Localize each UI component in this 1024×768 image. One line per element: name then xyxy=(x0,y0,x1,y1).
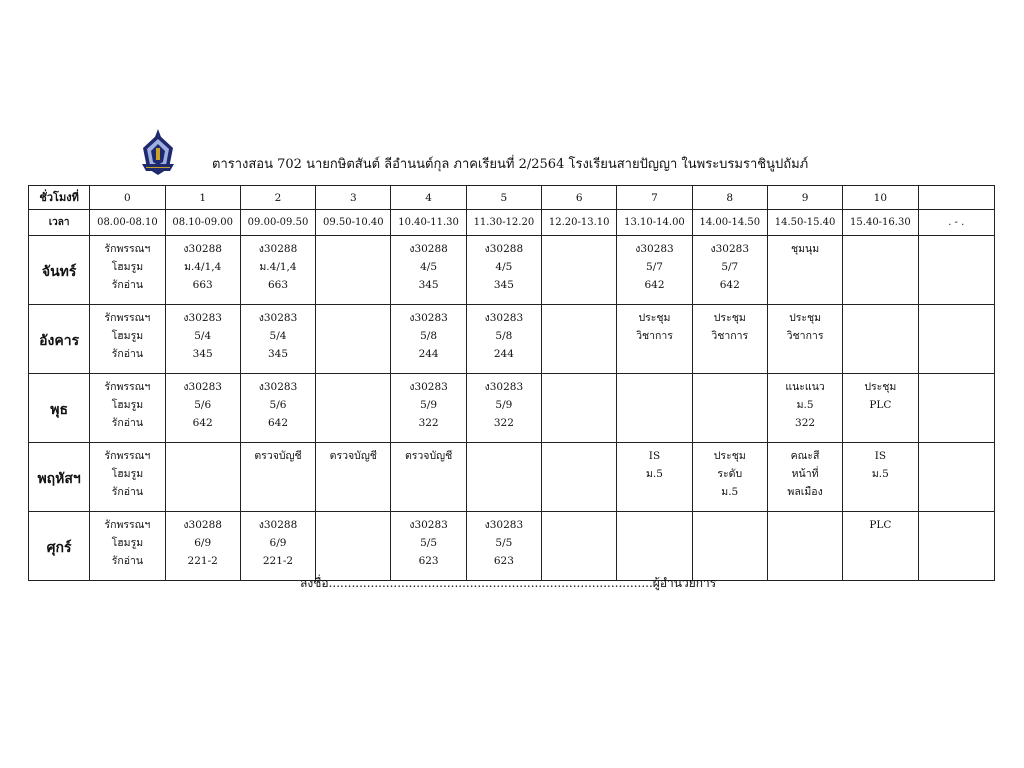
cell-line: โฮมรูม xyxy=(111,399,144,411)
cell-line: 5/5 xyxy=(495,537,513,549)
empty-cell xyxy=(165,443,240,512)
schedule-cell xyxy=(767,374,842,443)
cell-line: 345 xyxy=(267,348,289,360)
cell-line: 6/9 xyxy=(269,537,287,549)
time-row xyxy=(29,210,995,236)
schedule-cell xyxy=(617,305,692,374)
schedule-cell xyxy=(90,443,165,512)
page-title: ตารางสอน 702 นายกษิตสันต์ ลีอำนนต์กุล ภาคเรียนที่ 2/2564 โรงเรียนสายปัญญา ในพระบรมราชินูปถัมภ์ xyxy=(212,157,809,172)
cell-line: ตรวจบัญชี xyxy=(404,450,453,462)
schedule-cell xyxy=(240,443,315,512)
cell-line: IS xyxy=(648,450,661,462)
cell-line: รักอ่าน xyxy=(111,279,144,291)
cell-line: 345 xyxy=(192,348,213,360)
schedule-cell xyxy=(692,236,767,305)
empty-cell xyxy=(918,443,994,512)
schedule-cell xyxy=(165,236,240,305)
time-slot: 14.00-14.50 xyxy=(692,210,767,236)
empty-cell xyxy=(918,374,994,443)
empty-cell xyxy=(918,305,994,374)
schedule-cell xyxy=(165,512,240,581)
cell-line: ง30288 xyxy=(484,243,524,255)
cell-line: วิชาการ xyxy=(636,330,673,342)
day-row xyxy=(29,236,995,305)
cell-line: 623 xyxy=(418,555,439,567)
cell-line: 6/9 xyxy=(194,537,212,549)
period-number: 7 xyxy=(617,186,692,210)
cell-line: ง30288 xyxy=(258,243,298,255)
schedule-cell xyxy=(692,305,767,374)
day-row xyxy=(29,305,995,374)
cell-line: ม.4/1,4 xyxy=(184,261,222,273)
cell-line: ง30283 xyxy=(484,381,524,393)
empty-cell xyxy=(692,374,767,443)
cell-line: 221-2 xyxy=(187,555,218,567)
cell-line: ง30283 xyxy=(484,312,524,324)
cell-line: คณะสี xyxy=(790,450,820,462)
schedule-cell xyxy=(391,236,466,305)
school-emblem-icon xyxy=(140,128,176,176)
day-row xyxy=(29,374,995,443)
period-number: 3 xyxy=(316,186,391,210)
cell-line: รักพรรณฯ xyxy=(104,381,151,393)
cell-line: 345 xyxy=(493,279,514,291)
time-slot: 12.20-13.10 xyxy=(542,210,617,236)
schedule-cell xyxy=(391,374,466,443)
cell-line: ง30283 xyxy=(258,312,298,324)
cell-line: ม.5 xyxy=(646,468,663,480)
schedule-cell xyxy=(391,305,466,374)
schedule-cell xyxy=(466,236,541,305)
schedule-cell xyxy=(843,443,918,512)
cell-line: IS xyxy=(874,450,887,462)
cell-line: รักอ่าน xyxy=(111,486,144,498)
cell-line: ง30283 xyxy=(484,519,524,531)
cell-line: PLC xyxy=(869,519,892,531)
time-slot: 08.00-08.10 xyxy=(90,210,165,236)
empty-cell xyxy=(918,512,994,581)
cell-line: 5/8 xyxy=(495,330,513,342)
cell-line: 322 xyxy=(418,417,439,429)
schedule-cell xyxy=(90,305,165,374)
empty-cell xyxy=(542,236,617,305)
cell-line: ประชุม xyxy=(864,381,897,393)
cell-line: ง30288 xyxy=(183,243,222,255)
cell-line: 663 xyxy=(267,279,289,291)
empty-cell xyxy=(316,374,391,443)
cell-line: ง30283 xyxy=(710,243,750,255)
schedule-cell xyxy=(240,305,315,374)
schedule-cell xyxy=(843,512,918,581)
cell-line: 642 xyxy=(267,417,289,429)
period-number: 4 xyxy=(391,186,466,210)
cell-line: ง30283 xyxy=(183,312,222,324)
cell-line: ง30283 xyxy=(409,519,448,531)
period-number: 0 xyxy=(90,186,165,210)
cell-line: ระดับ xyxy=(717,468,743,480)
schedule-cell xyxy=(90,374,165,443)
cell-line: 623 xyxy=(493,555,514,567)
day-name: อังคาร xyxy=(29,305,90,374)
cell-line: หน้าที่ xyxy=(791,468,819,480)
cell-line: 5/5 xyxy=(420,537,438,549)
time-slot: 11.30-12.20 xyxy=(466,210,541,236)
empty-cell xyxy=(542,443,617,512)
schedule-cell xyxy=(90,236,165,305)
cell-line: 5/8 xyxy=(420,330,438,342)
period-number: 9 xyxy=(767,186,842,210)
empty-cell xyxy=(767,512,842,581)
period-number xyxy=(918,186,994,210)
day-name: พฤหัสฯ xyxy=(29,443,90,512)
schedule-cell xyxy=(617,236,692,305)
schedule-cell xyxy=(165,305,240,374)
cell-line: PLC xyxy=(869,399,892,411)
cell-line: 5/4 xyxy=(194,330,212,342)
empty-cell xyxy=(617,512,692,581)
cell-line: รักพรรณฯ xyxy=(104,312,151,324)
schedule-cell xyxy=(767,236,842,305)
cell-line: ง30283 xyxy=(635,243,674,255)
cell-line: 642 xyxy=(719,279,740,291)
period-number: 5 xyxy=(466,186,541,210)
schedule-cell xyxy=(767,305,842,374)
day-name: จันทร์ xyxy=(29,236,90,305)
cell-line: 322 xyxy=(795,417,816,429)
cell-line: 244 xyxy=(418,348,439,360)
cell-line: 345 xyxy=(418,279,439,291)
schedule-cell xyxy=(316,443,391,512)
empty-cell xyxy=(918,236,994,305)
cell-line: ตรวจบัญชี xyxy=(254,450,302,462)
cell-line: ตรวจบัญชี xyxy=(329,450,377,462)
empty-cell xyxy=(542,305,617,374)
time-slot: 09.50-10.40 xyxy=(316,210,391,236)
cell-line: วิชาการ xyxy=(786,330,824,342)
time-header-label: เวลา xyxy=(29,210,90,236)
empty-cell xyxy=(843,236,918,305)
cell-line: ม.4/1,4 xyxy=(259,261,297,273)
cell-line: 4/5 xyxy=(495,261,513,273)
empty-cell xyxy=(542,374,617,443)
empty-cell xyxy=(542,512,617,581)
schedule-cell xyxy=(240,236,315,305)
empty-cell xyxy=(692,512,767,581)
cell-line: ง30288 xyxy=(258,519,298,531)
period-number: 8 xyxy=(692,186,767,210)
schedule-cell xyxy=(617,443,692,512)
cell-line: ชุมนุม xyxy=(790,243,820,255)
cell-line: ง30283 xyxy=(409,312,448,324)
time-slot: 14.50-15.40 xyxy=(767,210,842,236)
period-number: 6 xyxy=(542,186,617,210)
period-number: 10 xyxy=(843,186,918,210)
cell-line: ประชุม xyxy=(638,312,671,324)
cell-line: รักอ่าน xyxy=(111,348,144,360)
day-name: พุธ xyxy=(29,374,90,443)
schedule-cell xyxy=(692,443,767,512)
cell-line: ม.5 xyxy=(721,486,739,498)
day-row xyxy=(29,512,995,581)
signature-line: ลงชื่อ.....................................................................................ผู้อำนวยการ xyxy=(300,576,717,590)
period-number: 1 xyxy=(165,186,240,210)
cell-line: 642 xyxy=(644,279,665,291)
schedule-cell xyxy=(466,374,541,443)
time-slot: 09.00-09.50 xyxy=(240,210,315,236)
cell-line: ง30288 xyxy=(409,243,448,255)
cell-line: 642 xyxy=(192,417,213,429)
time-slot: 13.10-14.00 xyxy=(617,210,692,236)
empty-cell xyxy=(316,305,391,374)
time-slot: 10.40-11.30 xyxy=(391,210,466,236)
time-slot: . - . xyxy=(918,210,994,236)
cell-line: 5/6 xyxy=(269,399,287,411)
cell-line: ประชุม xyxy=(789,312,822,324)
cell-line: ม.5 xyxy=(796,399,814,411)
cell-line: รักพรรณฯ xyxy=(104,450,151,462)
time-slot: 15.40-16.30 xyxy=(843,210,918,236)
cell-line: 5/9 xyxy=(495,399,513,411)
timetable xyxy=(28,185,995,581)
cell-line: 221-2 xyxy=(262,555,294,567)
cell-line: รักพรรณฯ xyxy=(104,243,151,255)
cell-line: แนะแนว xyxy=(785,381,825,393)
cell-line: รักอ่าน xyxy=(111,555,144,567)
cell-line: รักอ่าน xyxy=(111,417,144,429)
schedule-cell xyxy=(466,305,541,374)
time-slot: 08.10-09.00 xyxy=(165,210,240,236)
schedule-cell xyxy=(767,443,842,512)
day-row xyxy=(29,443,995,512)
cell-line: พลเมือง xyxy=(787,486,823,498)
cell-line: 5/7 xyxy=(646,261,663,273)
cell-line: โฮมรูม xyxy=(111,537,144,549)
empty-cell xyxy=(316,512,391,581)
cell-line: ม.5 xyxy=(871,468,889,480)
cell-line: 322 xyxy=(493,417,514,429)
cell-line: 244 xyxy=(493,348,514,360)
schedule-cell xyxy=(165,374,240,443)
schedule-cell xyxy=(391,512,466,581)
schedule-cell xyxy=(843,374,918,443)
empty-cell xyxy=(843,305,918,374)
cell-line: ประชุม xyxy=(713,312,746,324)
schedule-cell xyxy=(240,512,315,581)
period-number: 2 xyxy=(240,186,315,210)
cell-line: โฮมรูม xyxy=(111,330,144,342)
cell-line: รักพรรณฯ xyxy=(104,519,151,531)
cell-line: ง30288 xyxy=(183,519,222,531)
cell-line: วิชาการ xyxy=(711,330,749,342)
period-header-row xyxy=(29,186,995,210)
cell-line: 5/7 xyxy=(721,261,739,273)
schedule-cell xyxy=(240,374,315,443)
cell-line: 5/4 xyxy=(269,330,287,342)
cell-line: โฮมรูม xyxy=(111,468,144,480)
schedule-cell xyxy=(391,443,466,512)
empty-cell xyxy=(316,236,391,305)
cell-line: โฮมรูม xyxy=(111,261,144,273)
cell-line: ง30283 xyxy=(183,381,222,393)
empty-cell xyxy=(466,443,541,512)
schedule-cell xyxy=(90,512,165,581)
cell-line: ง30283 xyxy=(258,381,298,393)
day-name: ศุกร์ xyxy=(29,512,90,581)
cell-line: ประชุม xyxy=(713,450,746,462)
period-header-label: ชั่วโมงที่ xyxy=(29,186,90,210)
empty-cell xyxy=(617,374,692,443)
cell-line: 4/5 xyxy=(420,261,438,273)
cell-line: ง30283 xyxy=(409,381,448,393)
cell-line: 663 xyxy=(192,279,213,291)
cell-line: 5/6 xyxy=(194,399,212,411)
schedule-cell xyxy=(466,512,541,581)
cell-line: 5/9 xyxy=(420,399,438,411)
